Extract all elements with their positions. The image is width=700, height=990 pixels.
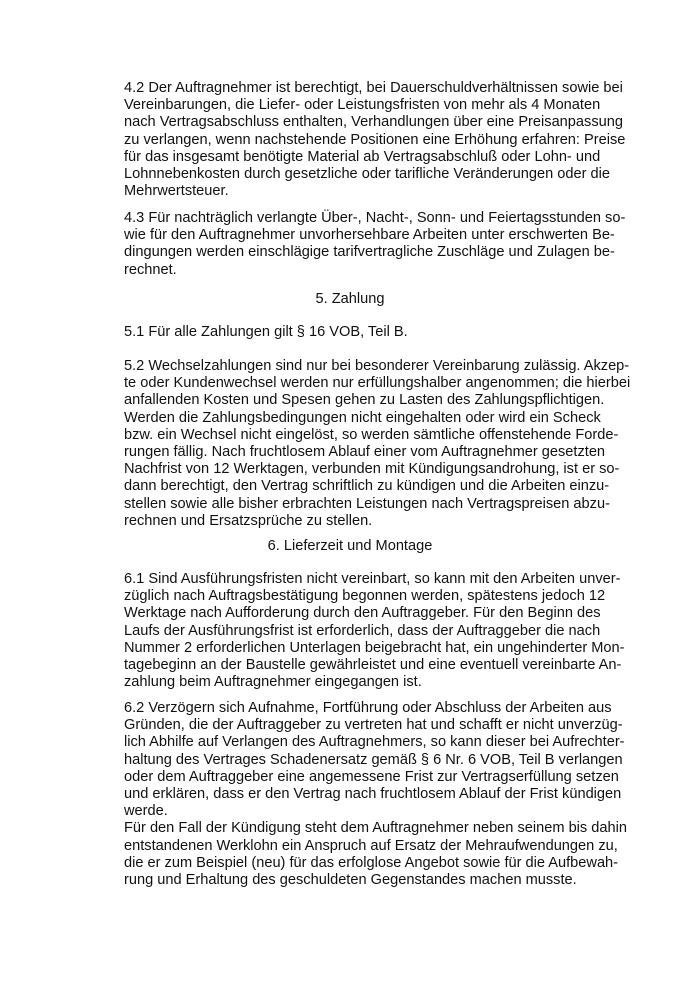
paragraph-5-1: [124, 324, 580, 341]
text-line: die er zum Beispiel (neu) für das erfolglose Angebot sowie für die Aufbewah-: [124, 854, 619, 871]
text-line: stellen sowie alle bisher erbrachten Leistungen nach Vertragspreisen abzu-: [124, 495, 610, 512]
text-line: werde.: [124, 803, 168, 820]
text-line: Gründen, die der Auftraggeber zu vertreten hat und schafft er nicht unverzüg-: [124, 717, 623, 734]
text-line: haltung des Vertrages Schadenersatz gemäß § 6 Nr. 6 VOB, Teil B verlangen: [124, 751, 623, 768]
text-line: tagebeginn an der Baustelle gewährleistet und eine eventuell vereinbarte An-: [124, 657, 622, 674]
text-line: rechnen und Ersatzsprüche zu stellen.: [124, 512, 373, 529]
text-line: Werden die Zahlungsbedingungen nicht eingehalten oder wird ein Scheck: [124, 409, 601, 426]
text-line: dingungen werden einschlägige tarifvertragliche Zuschläge und Zulagen be-: [124, 244, 615, 261]
text-line: nach Vertragsabschluss enthalten, Verhandlungen über eine Preisanpassung: [124, 114, 623, 131]
text-line: 6.1 Sind Ausführungsfristen nicht vereinbart, so kann mit den Arbeiten unver-: [124, 571, 621, 587]
text-line: Lohnnebenkosten durch gesetzliche oder tarifliche Veränderungen oder die: [124, 166, 610, 183]
text-line: rung und Erhaltung des geschuldeten Gegenstandes machen musste.: [124, 872, 577, 889]
paragraph-4-3: [124, 210, 626, 279]
text-line: entstandenen Werklohn ein Anspruch auf Ersatz der Mehraufwendungen zu,: [124, 837, 618, 854]
text-line: und erklären, dass er den Vertrag nach fruchtlosem Ablauf der Frist kündigen: [124, 786, 622, 803]
text-line: bzw. ein Wechsel nicht eingelöst, so werden sämtliche offenstehende Forde-: [124, 426, 619, 443]
section-heading-payment: 5. Zahlung: [315, 291, 385, 307]
paragraph-6-2: [124, 700, 627, 889]
text-line: dann berechtigt, den Vertrag schriftlich zu kündigen und die Arbeiten einzu-: [124, 478, 610, 495]
text-line: Werktage nach Aufforderung durch den Auftraggeber. Für den Beginn des: [124, 605, 601, 622]
text-line: anfallenden Kosten und Spesen gehen zu Lasten des Zahlungspflichtigen.: [124, 392, 605, 409]
text-line: Nummer 2 erforderlichen Unterlagen beigebracht hat, ein ungehinderter Mon-: [124, 639, 625, 656]
section-heading-delivery: 6. Lieferzeit und Montage: [267, 538, 433, 554]
text-line: zu verlangen, wenn nachstehende Positionen eine Erhöhung erfahren: Preise: [124, 131, 626, 148]
text-line: oder dem Auftraggeber eine angemessene Frist zur Vertragserfüllung setzen: [124, 768, 619, 785]
text-line: 5.1 Für alle Zahlungen gilt § 16 VOB, Teil B.: [124, 324, 408, 340]
text-line: Laufs der Ausführungsfrist ist erforderlich, dass der Auftraggeber die nach: [124, 622, 601, 639]
paragraph-4-2: [124, 80, 626, 200]
text-line: Vereinbarungen, die Liefer- oder Leistungsfristen von mehr als 4 Monaten: [124, 97, 601, 114]
paragraph-5-2: [124, 358, 631, 530]
text-line: Nachfrist von 12 Werktagen, verbunden mit Kündigungsandrohung, ist er so-: [124, 461, 620, 478]
text-line: für das insgesamt benötigte Material ab Vertragsabschluß oder Lohn- und: [124, 148, 601, 165]
text-line: te oder Kundenwechsel werden nur erfüllungshalber angenommen; die hierbei: [124, 375, 631, 392]
text-line: rungen fällig. Nach fruchtlosem Ablauf einer vom Auftragnehmer gesetzten: [124, 444, 606, 461]
text-line: 4.3 Für nachträglich verlangte Über-, Nacht-, Sonn- und Feiertagsstunden so-: [124, 210, 626, 226]
text-line: lich Abhilfe auf Verlangen des Auftragnehmers, so kann dieser bei Aufrechter-: [124, 734, 625, 751]
text-line: züglich nach Auftragsbestätigung begonnen werden, spätestens jedoch 12: [124, 588, 606, 605]
text-line: 4.2 Der Auftragnehmer ist berechtigt, bei Dauerschuldverhältnissen sowie bei: [124, 80, 623, 96]
paragraph-6-1: [124, 571, 625, 691]
text-line: Für den Fall der Kündigung steht dem Auftragnehmer neben seinem bis dahin: [124, 820, 627, 837]
text-line: wie für den Auftragnehmer unvorhersehbare Arbeiten unter erschwerten Be-: [124, 227, 615, 244]
text-line: rechnet.: [124, 261, 177, 278]
text-line: zahlung beim Auftragnehmer eingegangen ist.: [124, 674, 422, 691]
text-line: 6.2 Verzögern sich Aufnahme, Fortführung oder Abschluss der Arbeiten aus: [124, 700, 612, 716]
text-line: Mehrwertsteuer.: [124, 183, 229, 200]
text-line: 5.2 Wechselzahlungen sind nur bei besonderer Vereinbarung zulässig. Akzep-: [124, 358, 630, 374]
